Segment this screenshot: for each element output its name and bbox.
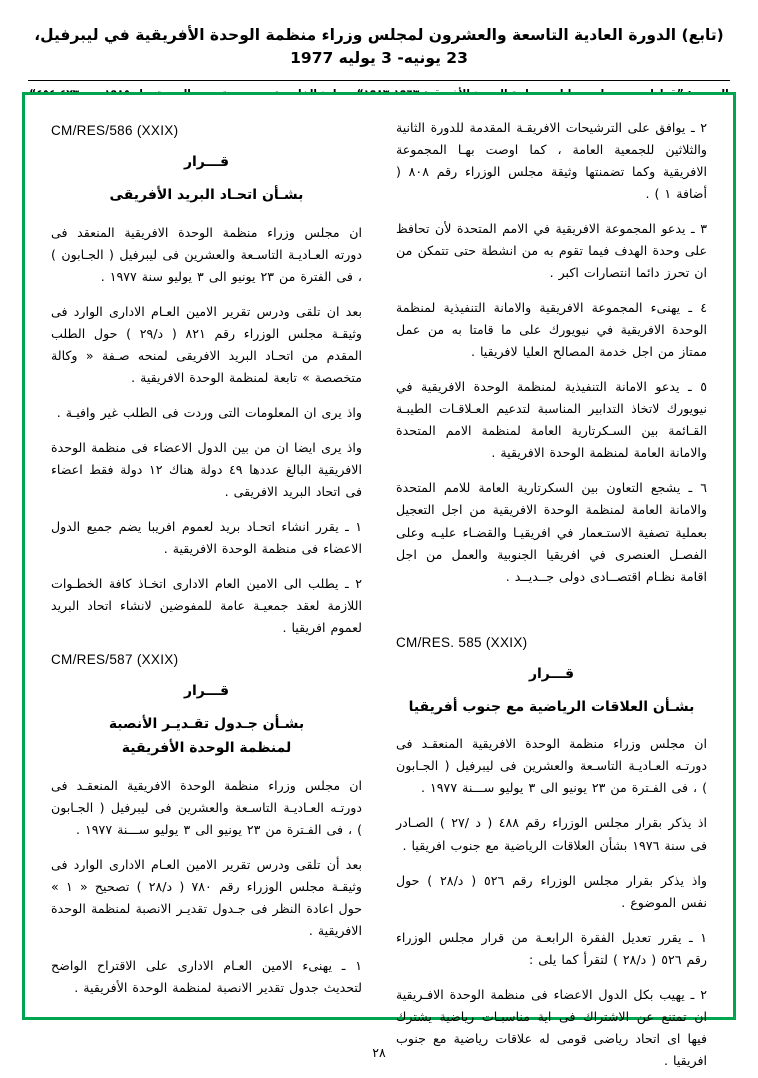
column-left <box>51 117 362 999</box>
body-paragraph: ٣ ـ يدعو المجموعة الافريقية في الامم المتحدة لأن تحافظ على وحدة الهدف فيما تقوم به من انشطة حتى تتمكن من ان تحرز دائما انتصارات اكبر . <box>396 221 707 281</box>
resolution-subject: بشـأن اتحـاد البريد الأفريقى <box>109 187 304 203</box>
resolution-code: CM/RES/586 (XXIX) <box>51 123 179 138</box>
page-title: (تابع) الدورة العادية التاسعة والعشرون لمجلس وزراء منظمة الوحدة الأفريقية في ليبرفيل، 23 يونيه- 3 يوليه 1977 <box>34 26 724 68</box>
resolution-heading: قـــرار <box>183 683 230 700</box>
body-paragraph: ٤ ـ يهنىء المجموعة الافريقية والامانة التنفيذية لمنظمة الوحدة الافريقية في نيويورك على ما قامتا به من عمل ممتاز من اجل خدمة المصالح العليا لافريقيا . <box>396 300 707 360</box>
body-paragraph: ٥ ـ يدعو الامانة التنفيذية لمنظمة الوحدة الافريقية في نيويورك لاتخاذ التدابير المناسبة لتدعيم العـلاقـات الطيبـة القـائمة بين السـكرتارية العامة لمنظمة الامم المتحدة والامانة العامة لمنظمة الوحدة الافريقية . <box>396 379 707 461</box>
body-paragraph: ١ ـ يقرر تعديل الفقرة الرابعـة من قرار مجلس الوزراء رقم ٥٢٦ ( د/٢٨ ) لتقرأ كما يلى : <box>396 929 707 967</box>
body-paragraph: بعد ان تلقى ودرس تقرير الامين العـام الادارى الوارد فى وثيقـة مجلس الوزراء رقم ٨٢١ ( د/٢٩ ) حول الطلب المقدم من اتحـاد البريد الافريقى لمنحه صـفة « وكالة متخصصة » تابعة لمنظمة الوحدة الافريقية . <box>51 303 362 385</box>
body-paragraph: ان مجلس وزراء منظمة الوحدة الافريقية المنعقد فى دورته العـاديـة التاسـعة والعشرين فى ليبرفيل ( الجـابون ) ، فى الفترة من ٢٣ يونيو الى ٣ يوليو سنة ١٩٧٧ . <box>51 224 362 284</box>
content-frame <box>22 92 736 1068</box>
page-number: ٢٨ <box>372 1045 386 1060</box>
body-paragraph: ٦ ـ يشجع التعاون بين السكرتارية العامة للامم المتحدة والامانة العامة لمنظمة الوحدة الافريقية من اجل التعجيل بعملية تصفية الاستـعمار في افريقيـا والقضـاء عليـه وعلى الفصـل العنصرى في افريقيا الجنوبية والعمل من اجل اقامة نظـام اقتصــادى دولى جــديــد . <box>396 480 707 584</box>
body-paragraph: واذ يرى ايضا ان من بين الدول الاعضاء فى منظمة الوحدة الافريقية البالغ عددها ٤٩ دولة هناك ١٢ دولة فقط اعضاء فى اتحاد البريد الافريقى . <box>51 440 362 500</box>
body-paragraph: ان مجلس وزراء منظمة الوحدة الافريقية المنعقـد فى دورتـه العـاديـة التاسـعة والعشرين فى ليبرفيل ( الجـابون ) ، فى الفـترة من ٢٣ يونيو الى ٣ يوليو ســـنة ١٩٧٧ . <box>51 777 362 837</box>
resolution-heading: قـــرار <box>183 154 230 170</box>
body-paragraph: واذ يرى ان المعلومات التى وردت فى الطلب غير وافيـة . <box>56 405 362 421</box>
resolution-subject: بشـأن جـدول تقـديـر الأنصبة لمنظمة الوحدة الأفريقية <box>108 716 305 757</box>
body-paragraph: ١ ـ يهنىء الامين العـام الادارى على الاقتراح الواضح لتحديث جدول تقدير الانصبة لمنظمة الوحدة الأفريقية . <box>51 958 362 996</box>
column-right <box>396 117 707 1068</box>
resolution-subject: بشـأن العلاقات الرياضية مع جنوب أفريقيا <box>408 698 695 715</box>
body-paragraph: ٢ ـ يوافق على الترشيحات الافريقـة المقدمة للدورة الثانية والثلاثين للجمعية العامة ، كما اوصت بهـا المجموعة الافريقية وكما تضمنتها وثيقة مجلس الوزراء رقم ٨٠٨ ( أضافة ١ ) . <box>396 120 707 202</box>
body-paragraph: واذ يذكر بقرار مجلس الوزراء رقم ٥٢٦ ( د/٢٨ ) حول نفس الموضوع . <box>396 872 707 910</box>
body-paragraph: بعد أن تلقى ودرس تقرير الامين العـام الادارى الوارد فى وثيقـة مجلس الوزراء رقم ٧٨٠ ( د/٢٨ ) تصحيح « ١ » حول اعادة النظر فى جـدول تقديـر الانصبة لمنظمة الوحدة الافريقية . <box>51 856 362 939</box>
body-paragraph: ان مجلس وزراء منظمة الوحدة الافريقية المنعقـد فى دورتـه العـاديـة التاسـعة والعشرين فى ليبرفيل ( الجـابون ) ، فى الفـترة من ٢٣ يونيو الى ٣ يوليو ســـنة ١٩٧٧ . <box>396 736 707 796</box>
section-spacer <box>396 601 707 627</box>
resolution-heading: قـــرار <box>528 665 575 682</box>
resolution-code: CM/RES. 585 (XXIX) <box>396 634 528 650</box>
body-paragraph: اذ يذكر بقرار مجلس الوزراء رقم ٤٨٨ ( د /٢٧ ) الصـادر فى سنة ١٩٧٦ بشأن العلاقات الرياضية مع جنوب افريقيا . <box>396 815 707 853</box>
body-paragraph: ٢ ـ يهيب بكل الدول الاعضاء فى منظمة الوحدة الافـريقية ان تمتنع عن الاشتراك فى اية مناسبـات رياضية يشترك فيها اى اتحاد رياضى قومى له علاقات رياضية مع جنوب افريقيا . <box>396 986 707 1068</box>
header-divider <box>28 80 730 81</box>
resolution-code: CM/RES/587 (XXIX) <box>51 652 179 668</box>
body-paragraph: ١ ـ يقرر انشاء اتحـاد بريد لعموم افريبا يضم جميع الدول الاعضاء فى منظمة الوحدة الافريقية . <box>51 519 362 557</box>
page-header <box>22 24 736 102</box>
body-paragraph: ٢ ـ يطلب الى الامين العام الادارى اتخـاذ كافة الخطـوات اللازمة لعقد جمعيـة عامة للمفوضين لانشاء اتحاد البريد لعموم افريقيا . <box>51 576 362 636</box>
two-column-body <box>25 95 733 1068</box>
